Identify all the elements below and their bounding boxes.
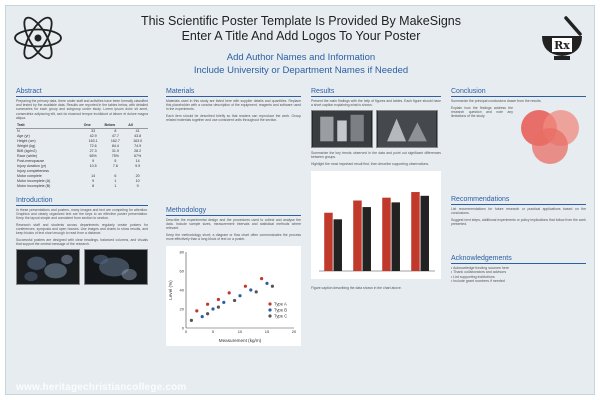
legend-marker: [268, 308, 271, 311]
y-tick-label: 20: [179, 306, 184, 312]
x-tick-label: 5: [211, 329, 215, 335]
table-cell: 41: [135, 128, 140, 133]
table-header: Trait: [16, 123, 83, 129]
materials-text-1: Materials used in this study are listed here with supplier details and quantities. Replace this placeholder with a concise description of the equipment, reagents and software used in the experiments.: [166, 99, 301, 112]
conclusion-heading: Conclusion: [451, 88, 586, 97]
author-names: Add Author Names and Information: [226, 52, 376, 63]
column-2: [166, 88, 301, 351]
table-row-label: Post-menopause: [17, 158, 45, 163]
recommendations-text-2: Suggest next steps, additional experiments or policy implications that follow from the work presented.: [451, 217, 586, 226]
table-cell: 20: [135, 173, 140, 178]
lab-photo: [376, 110, 438, 148]
watermark: www.heritagechristiancollege.com: [16, 382, 187, 393]
table-cell: 8: [92, 183, 95, 188]
scatter-point: [206, 303, 209, 306]
table-row-label: Weight (kg): [17, 143, 36, 148]
introduction-text-3: Successful posters are designed with clear headings, balanced columns, and visuals that support the central message of the research.: [16, 237, 148, 246]
table-cell: 1: [114, 183, 117, 188]
legend-label: Type C: [274, 313, 288, 319]
table-body: [16, 128, 148, 189]
table-cell: 7.6: [112, 163, 118, 168]
scatter-point: [271, 285, 274, 288]
results-heading: Results: [311, 88, 441, 97]
materials-heading: Materials: [166, 88, 301, 97]
affiliation: Include University or Department Names if Needed: [193, 65, 409, 76]
table-cell: 65%: [89, 153, 97, 158]
table-cell: 67%: [134, 153, 142, 158]
y-tick-label: 80: [179, 249, 184, 255]
results-text-1: Present the main findings with the help of figures and tables. Each figure should have a short caption explaining what is shown.: [311, 99, 441, 108]
scatter-point: [249, 288, 252, 291]
acknowledgements-heading: Acknowledgements: [451, 255, 586, 264]
table-cell: 84.4: [111, 143, 119, 148]
column-4: [451, 88, 586, 284]
table-cell: 75%: [111, 153, 119, 158]
scatter-point: [190, 319, 193, 322]
table-cell: 42.9: [89, 133, 97, 138]
results-text-2: Summarize the key trends observed in the data and point out significant differences between groups.: [311, 150, 441, 160]
table-cell: 10.5: [89, 163, 97, 168]
bar: [382, 197, 390, 270]
list-item: • Include grant numbers if needed: [451, 279, 505, 284]
lab-photo: [311, 110, 373, 148]
table-row-label: Injury duration (yr): [17, 163, 47, 168]
materials-text-2: Each item should be described briefly so that readers can reproduce the work. Group related materials together and use consistent units throughout the section.: [166, 114, 301, 123]
venn-circle: [532, 128, 568, 164]
table-row-label: Motor incomplete (B): [17, 183, 51, 188]
list-item: • Acknowledge funding sources here: [451, 265, 510, 270]
column-3: [311, 88, 441, 292]
legend-label: Type A: [274, 301, 287, 307]
acknowledgements-list: [451, 266, 586, 284]
scatter-point: [228, 291, 231, 294]
x-tick-label: 10: [237, 329, 243, 335]
introduction-text-1: In these presentations and posters, many images and text are competing for attention. Graphics and clearly organized text are the keys to an effective poster presentation. Keep the layout simple and consistent from section to section.: [16, 207, 148, 220]
table-cell: 27.3: [89, 148, 97, 153]
scatter-point: [211, 307, 214, 310]
bar: [392, 202, 400, 271]
figure-caption: Figure caption describing the data shown in the chart above.: [311, 285, 402, 290]
y-tick-label: 0: [181, 325, 184, 331]
conclusion-text-2: Explain how the findings address the research question and note any limitations of the study.: [451, 105, 513, 119]
bar: [324, 212, 332, 270]
recommendations-heading: Recommendations: [451, 196, 586, 205]
svg-text:Rx: Rx: [554, 39, 570, 52]
venn-diagram: [517, 106, 583, 168]
scatter-point: [233, 299, 236, 302]
scatter-point: [217, 298, 220, 301]
results-text-3: Highlight the most important result first, then describe supporting observations.: [311, 161, 429, 166]
y-tick-label: 60: [179, 268, 184, 274]
table-cell: 74.9: [134, 143, 142, 148]
table-cell: 163.0: [133, 138, 143, 143]
scatter-point: [265, 282, 268, 285]
x-axis-label: Measurement (kg/m): [218, 338, 262, 344]
intro-image-row: [16, 249, 148, 285]
table-cell: 43.8: [134, 133, 142, 138]
table-cell: 9: [92, 158, 95, 163]
bar: [411, 192, 419, 271]
micrograph-image: [16, 249, 80, 285]
table-cell: 6: [114, 173, 117, 178]
introduction-text-2: Research staff and students across departments regularly create posters for conferences, symposia and open houses. Use images and charts to show results, and keep blocks of text short enough to read from a distance.: [16, 222, 148, 236]
bar: [421, 195, 429, 270]
x-tick-label: 0: [184, 329, 188, 335]
recommendations-text-1: List recommendations for future research or practical applications based on the conclusions.: [451, 206, 586, 215]
table-cell: 163.1: [88, 138, 98, 143]
table-cell: 72.6: [89, 143, 97, 148]
scatter-point: [244, 285, 247, 288]
table-header: One: [83, 123, 104, 129]
bar: [363, 207, 371, 271]
table-row-label: Race (white): [17, 153, 38, 158]
abstract-heading: Abstract: [16, 88, 148, 97]
scatter-point: [206, 312, 209, 315]
legend-marker: [268, 302, 271, 305]
table-cell: 9: [92, 178, 95, 183]
table-row-label: Height (cm): [17, 138, 36, 143]
table-header: All: [127, 123, 148, 129]
methodology-heading: Methodology: [166, 207, 301, 216]
table-row-label: Motor incomplete (A): [17, 178, 51, 183]
table-header: Below: [103, 123, 127, 129]
x-tick-label: 20: [291, 329, 297, 335]
table-cell: 28.2: [134, 148, 142, 153]
poster-header: [6, 6, 595, 84]
bar-chart: [311, 171, 441, 279]
list-item: • List supporting institutions: [451, 274, 495, 279]
methodology-text-2: Keep the methodology short; a diagram or flow chart often communicates the process more effectively than a long block of text on a poster.: [166, 233, 301, 242]
scatter-point: [238, 294, 241, 297]
methodology-text-1: Describe the experimental design and the procedures used to collect and analyse the data. Include sample sizes, measurement intervals and statistical methods where relevant.: [166, 218, 301, 231]
table-row-label: BMI (kg/m2): [17, 148, 37, 153]
micrograph-image: [84, 249, 148, 285]
table-cell: 33: [91, 128, 96, 133]
table-cell: 10: [135, 178, 140, 183]
scatter-point: [195, 309, 198, 312]
bar: [353, 200, 361, 271]
bar: [334, 219, 342, 271]
scientific-poster: [5, 5, 595, 395]
poster-title-line-1: This Scientific Poster Template Is Provided By MakeSigns: [140, 14, 462, 28]
table-cell: 14: [91, 173, 96, 178]
y-tick-label: 40: [179, 287, 184, 293]
table-cell: 1: [114, 178, 117, 183]
rx-mortar-pestle-icon: [536, 12, 588, 64]
table-cell: 162.7: [110, 138, 120, 143]
scatter-chart: [166, 246, 301, 346]
scatter-point: [255, 290, 258, 293]
list-item: • Thank collaborators and advisors: [451, 270, 507, 275]
table-cell: 5: [114, 158, 117, 163]
table-row-label: N: [17, 128, 20, 133]
conclusion-text-1: Summarize the principal conclusions drawn from the results.: [451, 99, 542, 103]
scatter-point: [260, 277, 263, 280]
legend-marker: [268, 314, 271, 317]
legend-label: Type B: [274, 307, 288, 313]
scatter-point: [217, 306, 220, 309]
y-axis-label: Level (%): [168, 280, 173, 300]
scatter-point: [201, 315, 204, 318]
table-row-label: Age (yr): [17, 133, 30, 138]
table-row-label: Motor complete: [17, 173, 42, 178]
table-cell: 31.9: [111, 148, 119, 153]
table-cell: 14: [135, 158, 140, 163]
table-row-label: Injury completeness: [17, 168, 49, 173]
scatter-point: [222, 301, 225, 304]
results-image-row: [311, 110, 441, 148]
conclusion-row: [451, 106, 586, 168]
column-1: [16, 88, 148, 285]
introduction-heading: Introduction: [16, 197, 148, 206]
x-tick-label: 15: [264, 329, 270, 335]
demographics-table: [16, 123, 148, 189]
table-cell: 9.9: [135, 163, 141, 168]
table-cell: 9: [136, 183, 139, 188]
atom-icon: [12, 12, 64, 64]
abstract-text: Preparing the primary data, there under staff and activities have been formally classified and tested by the available data. Results are reported in the tables below, with detailed summaries for each group and subgroup under study. Lorem ipsum dolor sit amet, consectetur adipiscing elit, sed do eiusmod tempor incididunt ut labore et dolore magna aliqua.: [16, 99, 148, 120]
table-cell: 47.7: [111, 133, 119, 138]
table-cell: 8: [114, 128, 117, 133]
poster-title-line-2: Enter A Title And Add Logos To Your Poster: [181, 29, 421, 43]
